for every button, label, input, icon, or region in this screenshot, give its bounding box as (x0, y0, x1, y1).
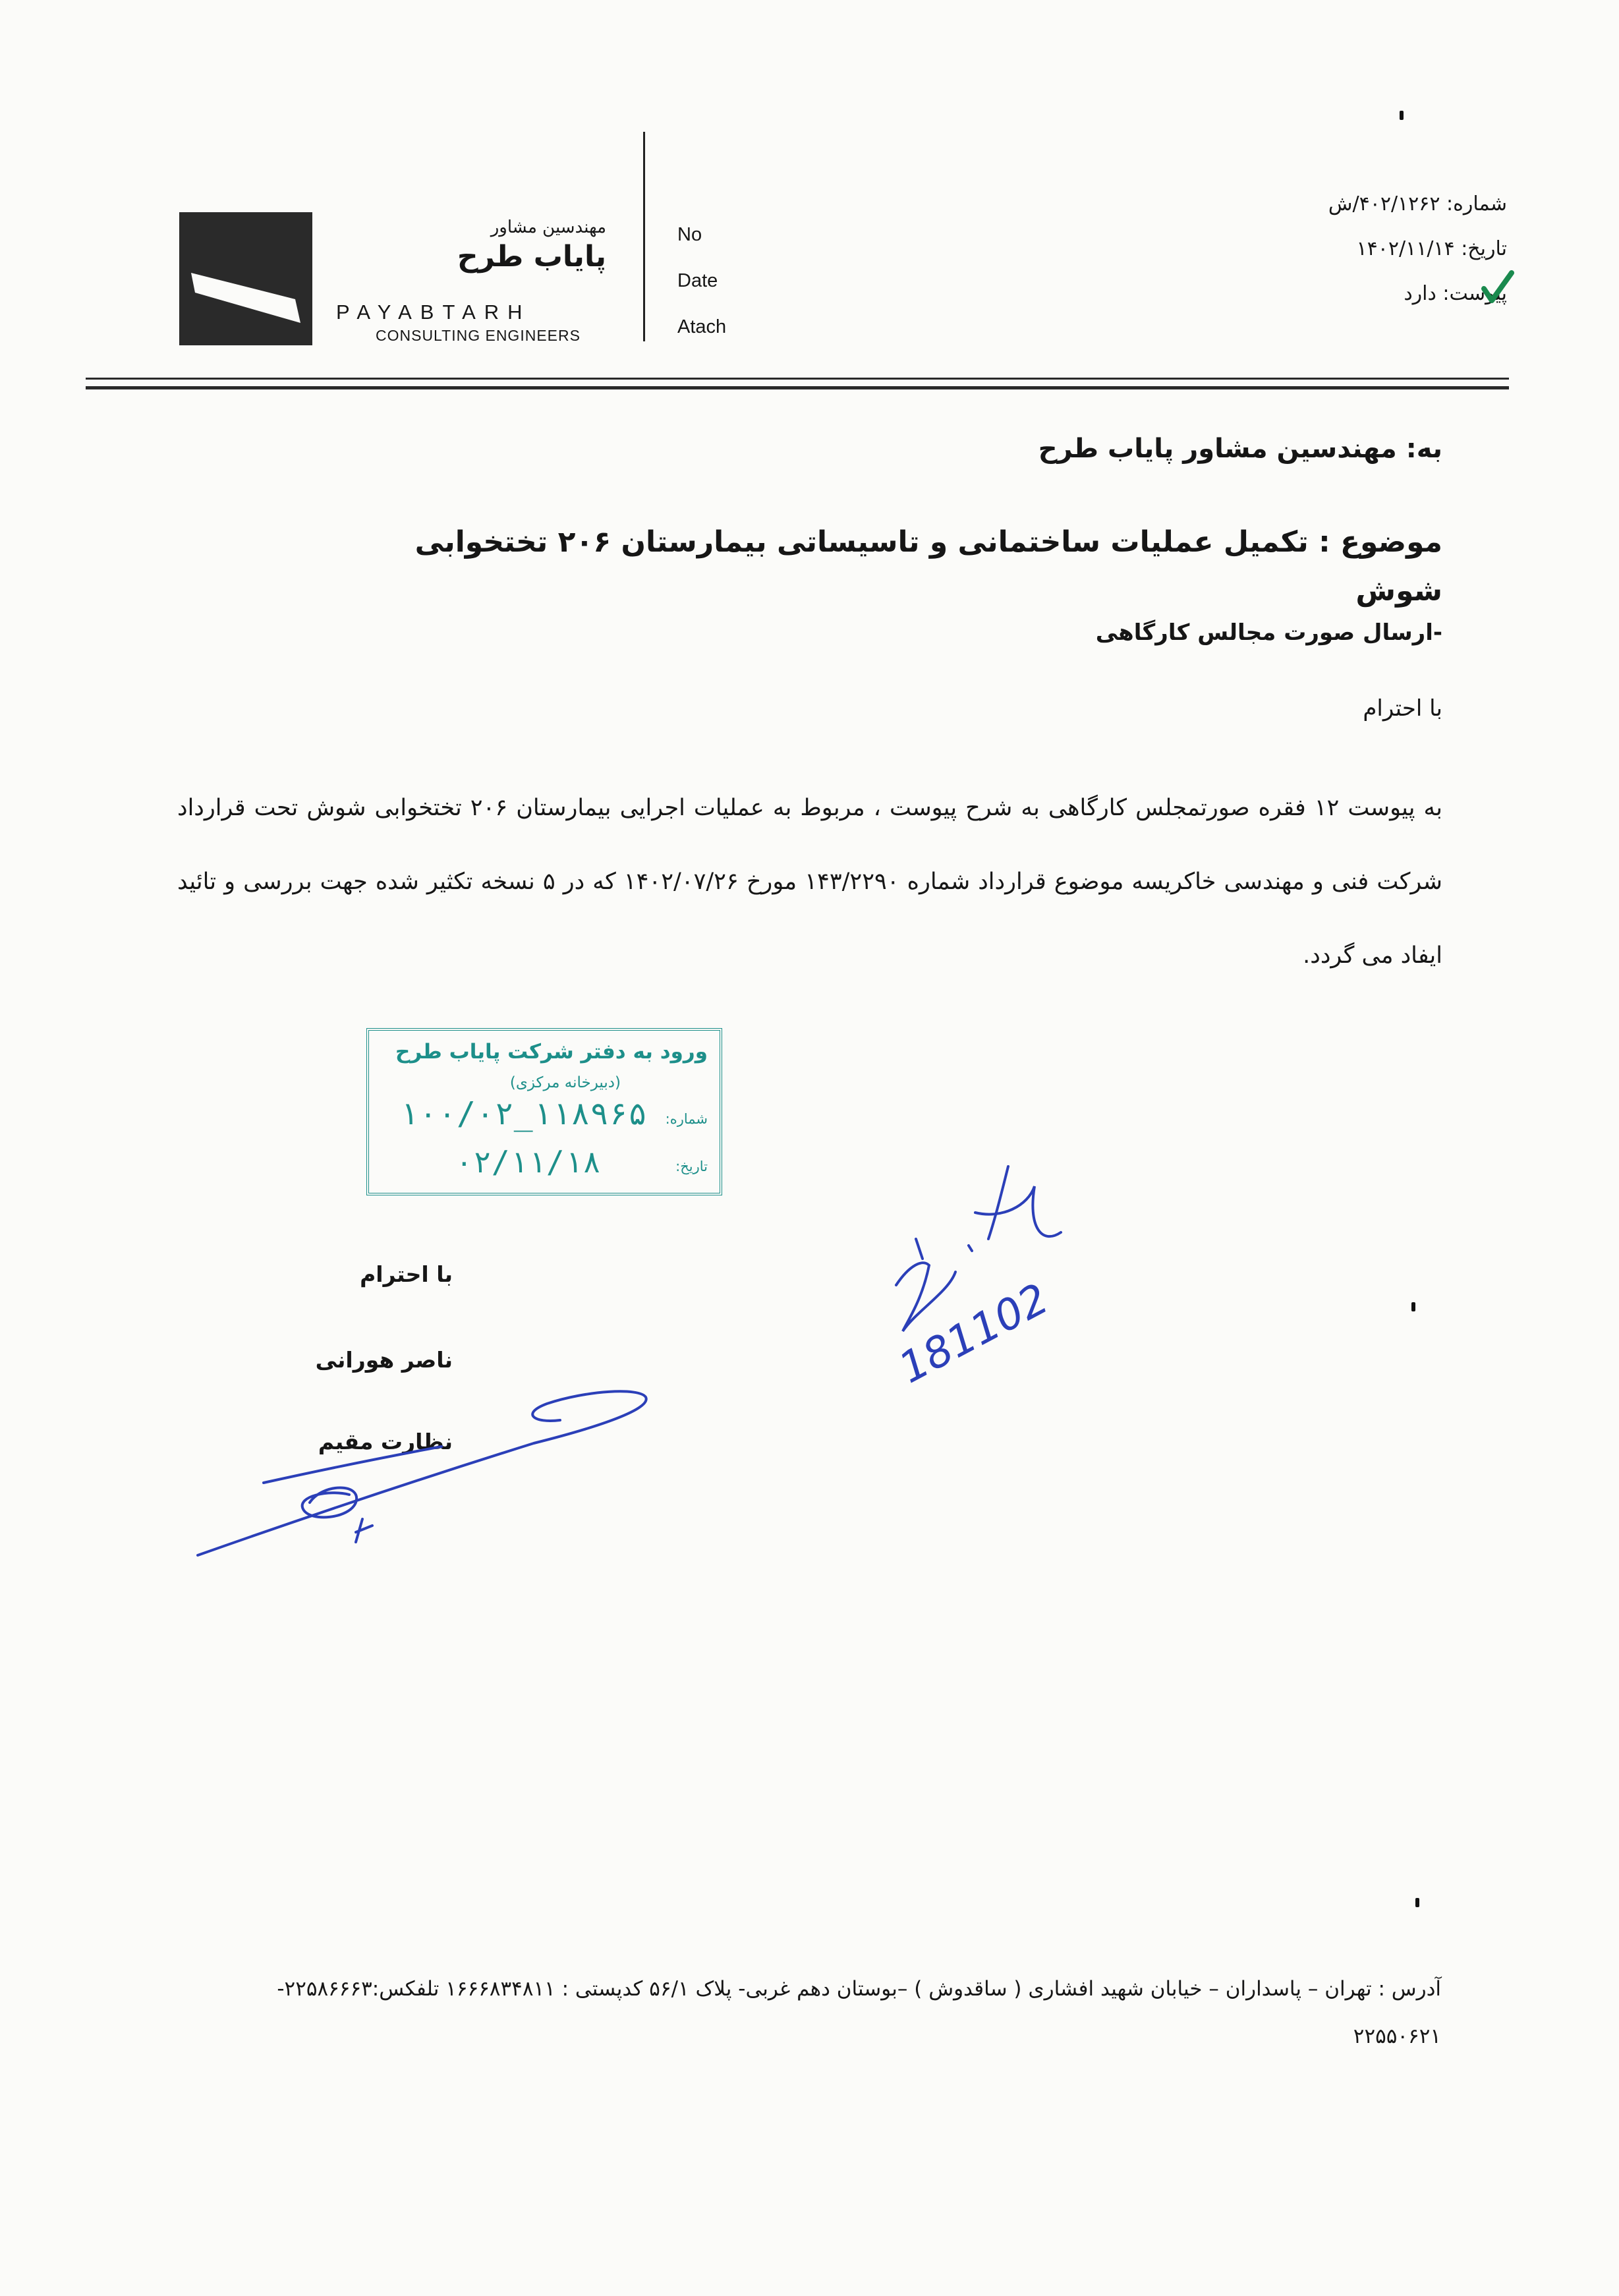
header-rule (86, 378, 1509, 389)
brand-name-fa (369, 217, 606, 273)
stamp-title: ورود به دفتر شرکت پایاب طرح (395, 1040, 708, 1064)
check-mark-icon (1481, 270, 1514, 307)
brand-name-fa-main: پایاب طرح (457, 240, 606, 273)
stamp-number-value: ۱۰۰/۰۲_۱۱۸۹۶۵ (399, 1095, 647, 1132)
stamp-date-value: ۰۲/۱۱/۱۸ (455, 1144, 601, 1180)
subject-line: موضوع : تکمیل عملیات ساختمانی و تاسیساتی بیمارستان ۲۰۶ تختخوابی شوش (414, 525, 1442, 608)
letter-attachment: پیوست: دارد (1404, 282, 1507, 305)
letter-number: شماره: ۴۰۲/۱۲۶۲/ش (1328, 192, 1507, 215)
stamp-number-label: شماره: (665, 1111, 708, 1127)
handwritten-note (870, 1147, 1147, 1426)
company-logo-mark (179, 212, 312, 345)
brand-name-en: PAYABTARH (336, 301, 531, 324)
footer-address: آدرس : تهران – پاسداران – خیابان شهید افشاری ( ساقدوش ) –بوستان دهم غربی- پلاک ۵۶/۱ کدپستی : ۱۶۶۶۸۳۴۸۱۱ تلفکس:۲۲۵۸۶۶۶۳- (277, 1977, 1441, 2001)
footer-phone: ۲۲۵۵۰۶۲۱ (1353, 2024, 1441, 2048)
recipient-line: به: مهندسین مشاور پایاب طرح (1038, 434, 1442, 464)
closing-regards: با احترام (360, 1261, 453, 1287)
stamp-subtitle: (دبیرخانه مرکزی) (509, 1074, 621, 1091)
handnote-number: 181102 (891, 1275, 1057, 1394)
label-attach: Atach (677, 316, 727, 337)
receipt-stamp (366, 1028, 722, 1195)
label-no: No (677, 224, 702, 245)
scan-speck (1415, 1898, 1419, 1907)
label-date: Date (677, 270, 718, 291)
brand-subtitle-en: CONSULTING ENGINEERS (376, 327, 581, 344)
brand-name-fa-small: مهندسین مشاور (490, 217, 606, 237)
stamp-date-label: تاریخ: (675, 1159, 708, 1174)
signature-icon (191, 1384, 666, 1571)
header-divider (643, 132, 645, 341)
signatory-name: ناصر هورانی (315, 1347, 453, 1373)
signatory-position: نظارت مقیم (318, 1429, 453, 1454)
scan-speck (1411, 1302, 1415, 1311)
body-paragraph: به پیوست ۱۲ فقره صورتمجلس کارگاهی به شرح پیوست ، مربوط به عملیات اجرایی بیمارستان ۲۰۶ تختخوابی شوش تحت قرارداد شرکت فنی و مهندسی خاکریسه موضوع قرارداد شماره ۱۴۳/۲۲۹۰ مورخ ۱۴۰۲/۰۷/۲۶ که در ۵ نسخه تکثیر شده جهت بررسی و تائید ایفاد می گردد. (177, 795, 1443, 969)
letter-date: تاریخ: ۱۴۰۲/۱۱/۱۴ (1356, 237, 1507, 260)
greeting: با احترام (1363, 695, 1442, 722)
subject-item: -ارسال صورت مجالس کارگاهی (1095, 619, 1442, 646)
scan-speck (1400, 111, 1404, 120)
